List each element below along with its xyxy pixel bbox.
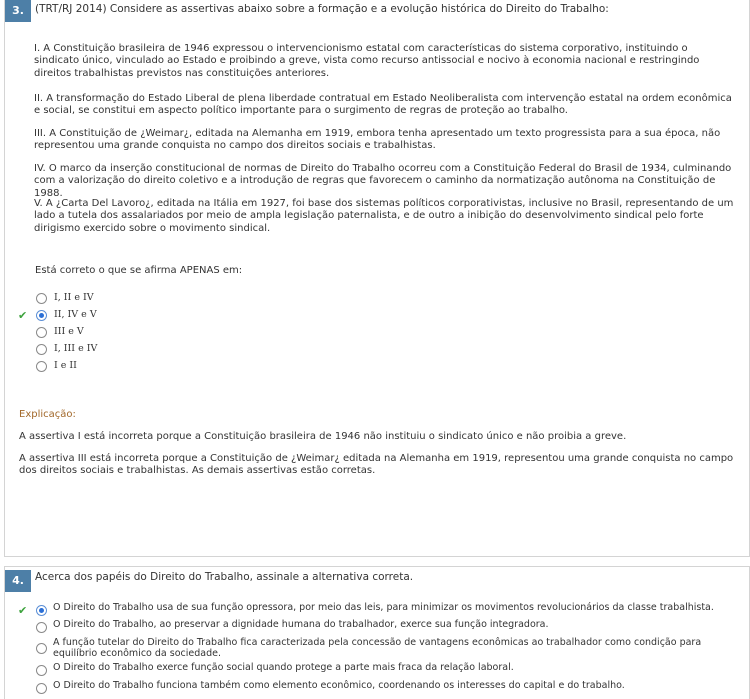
assertion-5: V. A ¿Carta Del Lavoro¿, editada na Itália em 1927, foi base dos sistemas políticos corporativistas, inclusive no Brasil, representando de um lado a tutela dos assalariados por meio de ampla legislação paternalista, e de outro a inibição do desenvolvimento sindical pelo forte dirigismo exercido sobre o movimento sindical.: [34, 198, 734, 234]
answer-option[interactable]: [5, 638, 725, 662]
answer-option[interactable]: [5, 663, 725, 677]
radio-button-selected[interactable]: [36, 605, 47, 616]
question-number-badge: 4.: [5, 570, 31, 592]
radio-button[interactable]: [36, 361, 47, 372]
radio-button-selected[interactable]: [36, 310, 47, 321]
option-label: O Direito do Trabalho usa de sua função opressora, por meio das leis, para minimizar os movimentos revolucionários da classe trabalhista.: [53, 602, 714, 613]
explanation-text-2: A assertiva III está incorreta porque a Constituição de ¿Weimar¿ editada na Alemanha em 1919, representou uma grande conquista no campo dos direitos sociais e trabalhistas. As demais assertivas estão corretas.: [19, 453, 734, 477]
answer-option[interactable]: [5, 291, 705, 307]
radio-button[interactable]: [36, 327, 47, 338]
question-header: Acerca dos papéis do Direito do Trabalho, assinale a alternativa correta.: [35, 571, 414, 583]
answer-option[interactable]: [5, 620, 725, 634]
radio-button[interactable]: [36, 344, 47, 355]
explanation-title: Explicação:: [19, 409, 76, 420]
answer-option[interactable]: [5, 359, 705, 375]
answer-option[interactable]: [5, 342, 705, 358]
assertion-2: II. A transformação do Estado Liberal de plena liberdade contratual em Estado Neoliberalista com intervenção estatal na ordem econômica e social, se constitui em aspecto político importante para o surgimento de regras de proteção ao trabalho.: [34, 93, 732, 117]
checkmark-icon: ✔: [18, 309, 28, 322]
option-label: III e V: [54, 326, 84, 337]
checkmark-icon: ✔: [18, 604, 28, 617]
answer-option-selected[interactable]: [5, 603, 725, 617]
radio-button[interactable]: [36, 683, 47, 694]
answer-option[interactable]: [5, 325, 705, 341]
option-label: O Direito do Trabalho, ao preservar a dignidade humana do trabalhador, exerce sua função integradora.: [53, 619, 549, 630]
assertion-1: I. A Constituição brasileira de 1946 expressou o intervencionismo estatal com características do sistema corporativo, instituindo o sindicato único, vinculado ao Estado e proibindo a greve, vista como recurso antissocial e nocivo à economia nacional e restringindo direitos trabalhistas previstos nas constituições anteriores.: [34, 43, 700, 79]
question-3-panel: [4, 0, 750, 557]
option-label: II, IV e V: [54, 309, 97, 320]
option-label: A função tutelar do Direito do Trabalho fica caracterizada pela concessão de vantagens econômicas ao trabalhador como condição para equilíbrio econômico da sociedade.: [53, 637, 702, 659]
radio-button[interactable]: [36, 622, 47, 633]
explanation-text-1: A assertiva I está incorreta porque a Constituição brasileira de 1946 não instituiu o sindicato único e não proibia a greve.: [19, 431, 627, 442]
option-label: I, II e IV: [54, 292, 94, 303]
question-prompt: Está correto o que se afirma APENAS em:: [35, 265, 243, 276]
option-label: I, III e IV: [54, 343, 98, 354]
radio-button[interactable]: [36, 293, 47, 304]
assertion-3: III. A Constituição de ¿Weimar¿, editada na Alemanha em 1919, embora tenha apresentado um texto progressista para a sua época, não representou uma grande conquista no campo dos direitos sociais e trabalhistas.: [34, 128, 721, 152]
answer-option[interactable]: [5, 681, 725, 695]
radio-button[interactable]: [36, 643, 47, 654]
option-label: O Direito do Trabalho exerce função social quando protege a parte mais fraca da relação laboral.: [53, 662, 514, 673]
question-4-panel: [4, 566, 750, 699]
radio-button[interactable]: [36, 665, 47, 676]
answer-option-selected[interactable]: [5, 308, 705, 324]
option-label: O Direito do Trabalho funciona também como elemento econômico, coordenando os interesses do capital e do trabalho.: [53, 680, 625, 691]
question-header: (TRT/RJ 2014) Considere as assertivas abaixo sobre a formação e a evolução histórica do Direito do Trabalho:: [35, 3, 609, 15]
question-number-badge: 3.: [5, 0, 31, 22]
assertion-4: IV. O marco da inserção constitucional de normas de Direito do Trabalho ocorreu com a Constituição Federal do Brasil de 1934, culminando com a valorização do direito coletivo e a introdução de regras que favorecem o caminho da normatização autônoma na Constituição de 1988.: [34, 163, 732, 199]
option-label: I e II: [54, 360, 77, 371]
